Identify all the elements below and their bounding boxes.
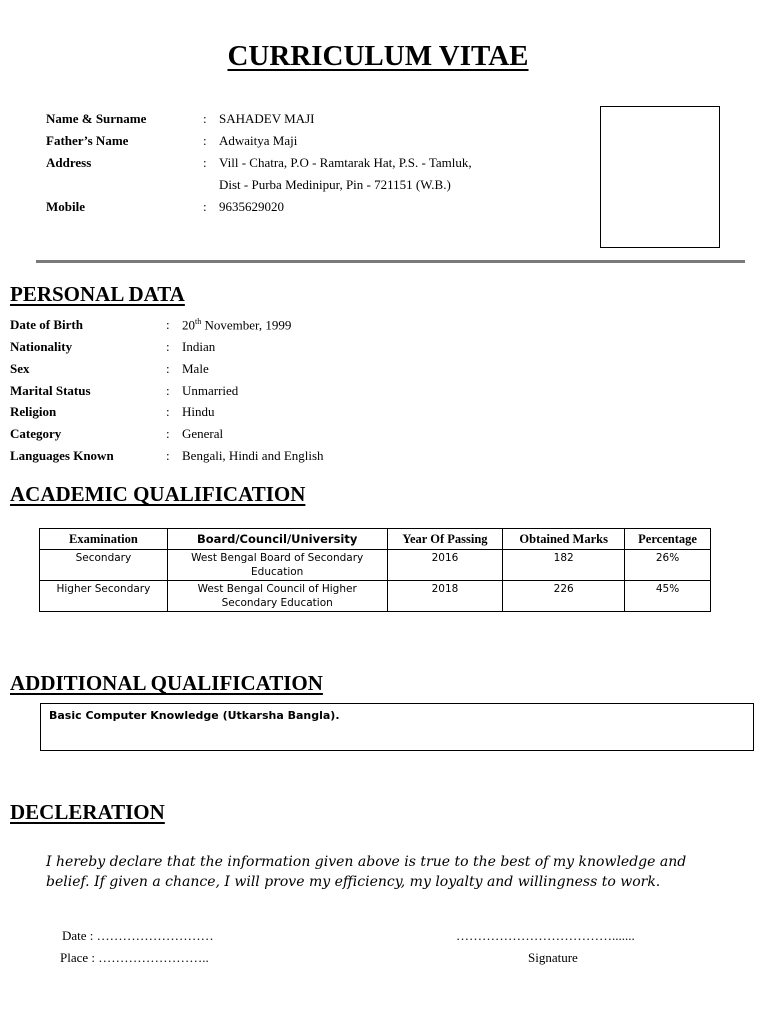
header-row-name bbox=[46, 111, 315, 127]
sex-label: Sex bbox=[10, 361, 30, 376]
column-header: Board/Council/University bbox=[167, 529, 387, 550]
nationality-label: Nationality bbox=[10, 339, 73, 354]
personal-row-sex: Sex : Male bbox=[10, 361, 209, 376]
sex-value: Male bbox=[182, 361, 209, 376]
table-cell: Secondary bbox=[40, 550, 168, 581]
marital-status-value: Unmarried bbox=[182, 383, 239, 398]
date-field: Date : ……………………… bbox=[62, 928, 214, 943]
father-name-label: Father’s Name bbox=[46, 133, 129, 148]
table-cell: Higher Secondary bbox=[40, 581, 168, 612]
academic-heading: ACADEMIC QUALIFICATION bbox=[10, 482, 306, 506]
father-name-value: Adwaitya Maji bbox=[219, 133, 298, 148]
column-header: Percentage bbox=[625, 529, 711, 550]
personal-row-languages: Languages Known : Bengali, Hindi and English bbox=[10, 448, 324, 463]
category-value: General bbox=[182, 426, 224, 441]
languages-label: Languages Known bbox=[10, 448, 114, 463]
declaration-heading: DECLERATION bbox=[10, 800, 165, 824]
personal-row-religion: Religion : Hindu bbox=[10, 404, 215, 419]
personal-row-marital: Marital Status : Unmarried bbox=[10, 383, 239, 398]
signature-line: ………………………………....... bbox=[456, 928, 635, 943]
address-value-line2: Dist - Purba Medinipur, Pin - 721151 (W.B.) bbox=[219, 177, 451, 192]
address-value-line1: Vill - Chatra, P.O - Ramtarak Hat, P.S. - Tamluk, bbox=[219, 155, 472, 170]
column-header: Obtained Marks bbox=[503, 529, 625, 550]
marital-status-label: Marital Status bbox=[10, 383, 91, 398]
header-row-address bbox=[46, 155, 472, 171]
personal-data-heading: PERSONAL DATA bbox=[10, 282, 185, 306]
religion-value: Hindu bbox=[182, 404, 215, 419]
signature-label: Signature bbox=[528, 950, 578, 965]
personal-row-category: Category : General bbox=[10, 426, 224, 441]
page-title: CURRICULUM VITAE bbox=[227, 40, 529, 72]
address-label: Address bbox=[46, 155, 92, 170]
academic-table bbox=[39, 528, 711, 612]
table-row bbox=[40, 581, 711, 612]
header-row-mobile bbox=[46, 199, 284, 215]
additional-qualification-text: Basic Computer Knowledge (Utkarsha Bangla). bbox=[49, 709, 340, 722]
declaration-text: I hereby declare that the information given above is true to the best of my knowledge and belief. If given a chance, I will prove my efficiency, my loyalty and willingness to work. bbox=[46, 854, 687, 890]
colon: : bbox=[203, 199, 207, 214]
name-value: SAHADEV MAJI bbox=[219, 111, 315, 126]
column-header: Year Of Passing bbox=[387, 529, 503, 550]
table-cell: 182 bbox=[503, 550, 625, 581]
nationality-value: Indian bbox=[182, 339, 216, 354]
name-label: Name & Surname bbox=[46, 111, 147, 126]
colon: : bbox=[203, 155, 207, 170]
languages-value: Bengali, Hindi and English bbox=[182, 448, 324, 463]
personal-row-dob: Date of Birth : 20th November, 1999 bbox=[10, 317, 292, 333]
table-cell: 226 bbox=[503, 581, 625, 612]
table-cell: 2016 bbox=[387, 550, 503, 581]
religion-label: Religion bbox=[10, 404, 57, 419]
additional-qualification-box bbox=[40, 703, 754, 751]
table-cell: 26% bbox=[625, 550, 711, 581]
column-header: Examination bbox=[40, 529, 168, 550]
table-row bbox=[40, 550, 711, 581]
table-cell: 45% bbox=[625, 581, 711, 612]
dob-value: 20th November, 1999 bbox=[182, 317, 292, 333]
mobile-label: Mobile bbox=[46, 199, 85, 214]
table-cell: West Bengal Council of Higher Secondary Education bbox=[167, 581, 387, 612]
photo-box bbox=[600, 106, 720, 248]
personal-row-nationality: Nationality : Indian bbox=[10, 339, 216, 354]
divider bbox=[36, 260, 745, 263]
mobile-value: 9635629020 bbox=[219, 199, 284, 214]
colon: : bbox=[203, 111, 207, 126]
colon: : bbox=[203, 133, 207, 148]
header-row-father bbox=[46, 133, 298, 149]
table-cell: 2018 bbox=[387, 581, 503, 612]
category-label: Category bbox=[10, 426, 62, 441]
dob-label: Date of Birth bbox=[10, 317, 83, 332]
table-header-row bbox=[40, 529, 711, 550]
place-field: Place : …………………….. bbox=[60, 950, 209, 965]
additional-heading: ADDITIONAL QUALIFICATION bbox=[10, 671, 323, 695]
table-cell: West Bengal Board of Secondary Education bbox=[167, 550, 387, 581]
